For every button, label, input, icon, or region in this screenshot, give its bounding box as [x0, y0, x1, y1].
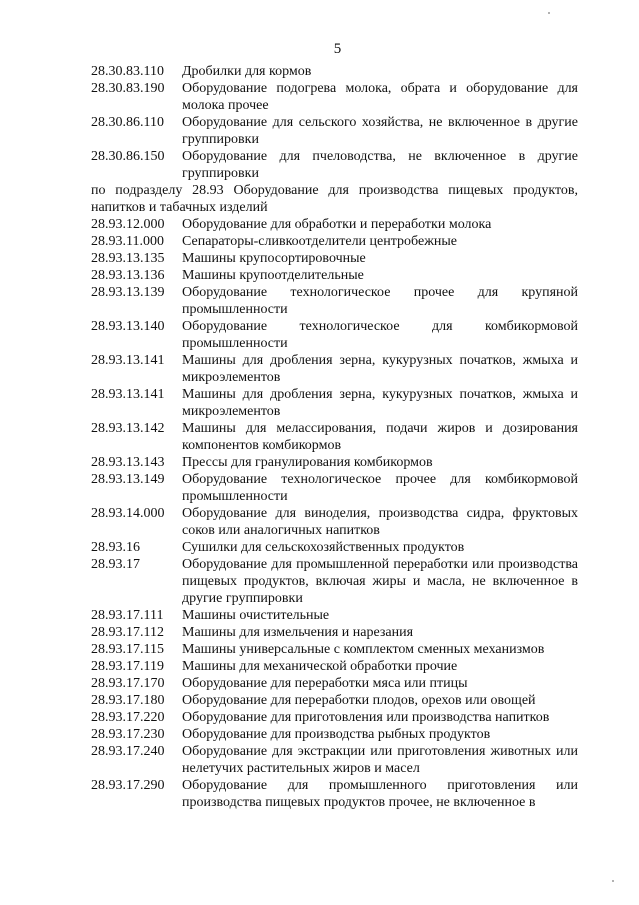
item-description: Оборудование для промышленного приготовления или производства пищевых продуктов прочее, не включенное в — [182, 778, 578, 810]
item-code: 28.93.17.112 — [91, 625, 164, 640]
item-description: Оборудование для промышленной переработки или производства пищевых продуктов, включая жиры и масла, не включенное в другие группировки — [182, 557, 578, 606]
item-description: Машины для мелассирования, подачи жиров и дозирования компонентов комбикормов — [182, 421, 578, 453]
list-item — [91, 539, 578, 556]
list-item — [91, 658, 578, 675]
list-item — [91, 250, 578, 267]
item-description: Машины крупоотделительные — [182, 268, 364, 283]
section-heading: по подразделу 28.93 Оборудование для производства пищевых продуктов, напитков и табачных изделий — [91, 183, 578, 215]
item-description: Машины для измельчения и нарезания — [182, 625, 414, 640]
list-item — [91, 267, 578, 284]
list-item — [91, 386, 578, 420]
item-code: 28.93.17.111 — [91, 608, 164, 623]
item-code: 28.93.13.139 — [91, 285, 165, 300]
item-code: 28.93.17 — [91, 557, 140, 572]
item-description: Машины универсальные с комплектом сменных механизмов — [182, 642, 545, 657]
item-description: Оборудование технологическое для комбикормовой промышленности — [182, 319, 578, 351]
list-item — [91, 352, 578, 386]
item-code: 28.93.11.000 — [91, 234, 164, 249]
list-item — [91, 148, 578, 182]
page-number: 5 — [333, 41, 342, 57]
list-item — [91, 420, 578, 454]
item-description: Сушилки для сельскохозяйственных продуктов — [182, 540, 465, 555]
item-code: 28.93.13.135 — [91, 251, 165, 266]
list-item — [91, 675, 578, 692]
item-code: 28.93.14.000 — [91, 506, 165, 521]
item-description: Оборудование для пчеловодства, не включенное в другие группировки — [182, 149, 578, 181]
item-description: Оборудование для экстракции или приготовления животных или нелетучих растительных жиров и масел — [182, 744, 578, 776]
list-item — [91, 726, 578, 743]
item-code: 28.30.83.190 — [91, 81, 165, 96]
list-item — [91, 505, 578, 539]
list-item — [91, 471, 578, 505]
list-item — [91, 709, 578, 726]
item-description: Машины для дробления зерна, кукурузных початков, жмыха и микроэлементов — [182, 387, 578, 419]
item-description: Оборудование технологическое прочее для крупяной промышленности — [182, 285, 578, 317]
list-item — [91, 743, 578, 777]
item-description: Оборудование технологическое прочее для комбикормовой промышленности — [182, 472, 578, 504]
item-description: Оборудование для производства рыбных продуктов — [182, 727, 491, 742]
item-code: 28.30.83.110 — [91, 64, 164, 79]
item-description: Машины для дробления зерна, кукурузных початков, жмыха и микроэлементов — [182, 353, 578, 385]
item-description: Оборудование для переработки плодов, орехов или овощей — [182, 693, 536, 708]
item-description: Оборудование для сельского хозяйства, не включенное в другие группировки — [182, 115, 578, 147]
scan-speck — [612, 880, 614, 882]
item-code: 28.93.13.142 — [91, 421, 165, 436]
item-description: Машины очистительные — [182, 608, 330, 623]
item-code: 28.93.17.119 — [91, 659, 164, 674]
list-item — [91, 777, 578, 811]
item-description: Дробилки для кормов — [182, 64, 312, 79]
list-item — [91, 114, 578, 148]
item-code: 28.93.13.149 — [91, 472, 165, 487]
item-code: 28.93.13.143 — [91, 455, 165, 470]
list-item — [91, 216, 578, 233]
item-code: 28.93.13.141 — [91, 353, 165, 368]
item-code: 28.93.17.170 — [91, 676, 165, 691]
list-item — [91, 454, 578, 471]
scan-speck — [548, 12, 550, 14]
item-code: 28.93.17.240 — [91, 744, 165, 759]
item-description: Сепараторы-сливкоотделители центробежные — [182, 234, 457, 249]
list-item — [91, 284, 578, 318]
item-description: Оборудование для виноделия, производства сидра, фруктовых соков или аналогичных напитков — [182, 506, 578, 538]
list-item — [91, 641, 578, 658]
item-description: Прессы для гранулирования комбикормов — [182, 455, 433, 470]
list-item — [91, 624, 578, 641]
item-description: Оборудование подогрева молока, обрата и оборудование для молока прочее — [182, 81, 578, 113]
item-description: Оборудование для обработки и переработки молока — [182, 217, 492, 232]
list-item — [91, 692, 578, 709]
item-code: 28.93.17.180 — [91, 693, 165, 708]
item-code: 28.93.17.290 — [91, 778, 165, 793]
item-code: 28.93.16 — [91, 540, 140, 555]
item-code: 28.93.13.140 — [91, 319, 165, 334]
item-code: 28.93.17.230 — [91, 727, 165, 742]
item-code: 28.93.13.141 — [91, 387, 165, 402]
item-code: 28.30.86.110 — [91, 115, 164, 130]
item-code: 28.93.12.000 — [91, 217, 165, 232]
classifier-list — [91, 63, 578, 811]
item-code: 28.30.86.150 — [91, 149, 165, 164]
list-item — [91, 80, 578, 114]
item-description: Оборудование для переработки мяса или птицы — [182, 676, 468, 691]
item-code: 28.93.17.220 — [91, 710, 165, 725]
item-code: 28.93.13.136 — [91, 268, 165, 283]
item-description: Оборудование для приготовления или производства напитков — [182, 710, 550, 725]
item-description: Машины крупосортировочные — [182, 251, 366, 266]
list-item — [91, 63, 578, 80]
item-description: Машины для механической обработки прочие — [182, 659, 458, 674]
list-item — [91, 607, 578, 624]
item-code: 28.93.17.115 — [91, 642, 164, 657]
list-item — [91, 556, 578, 607]
list-item — [91, 318, 578, 352]
list-item — [91, 233, 578, 250]
